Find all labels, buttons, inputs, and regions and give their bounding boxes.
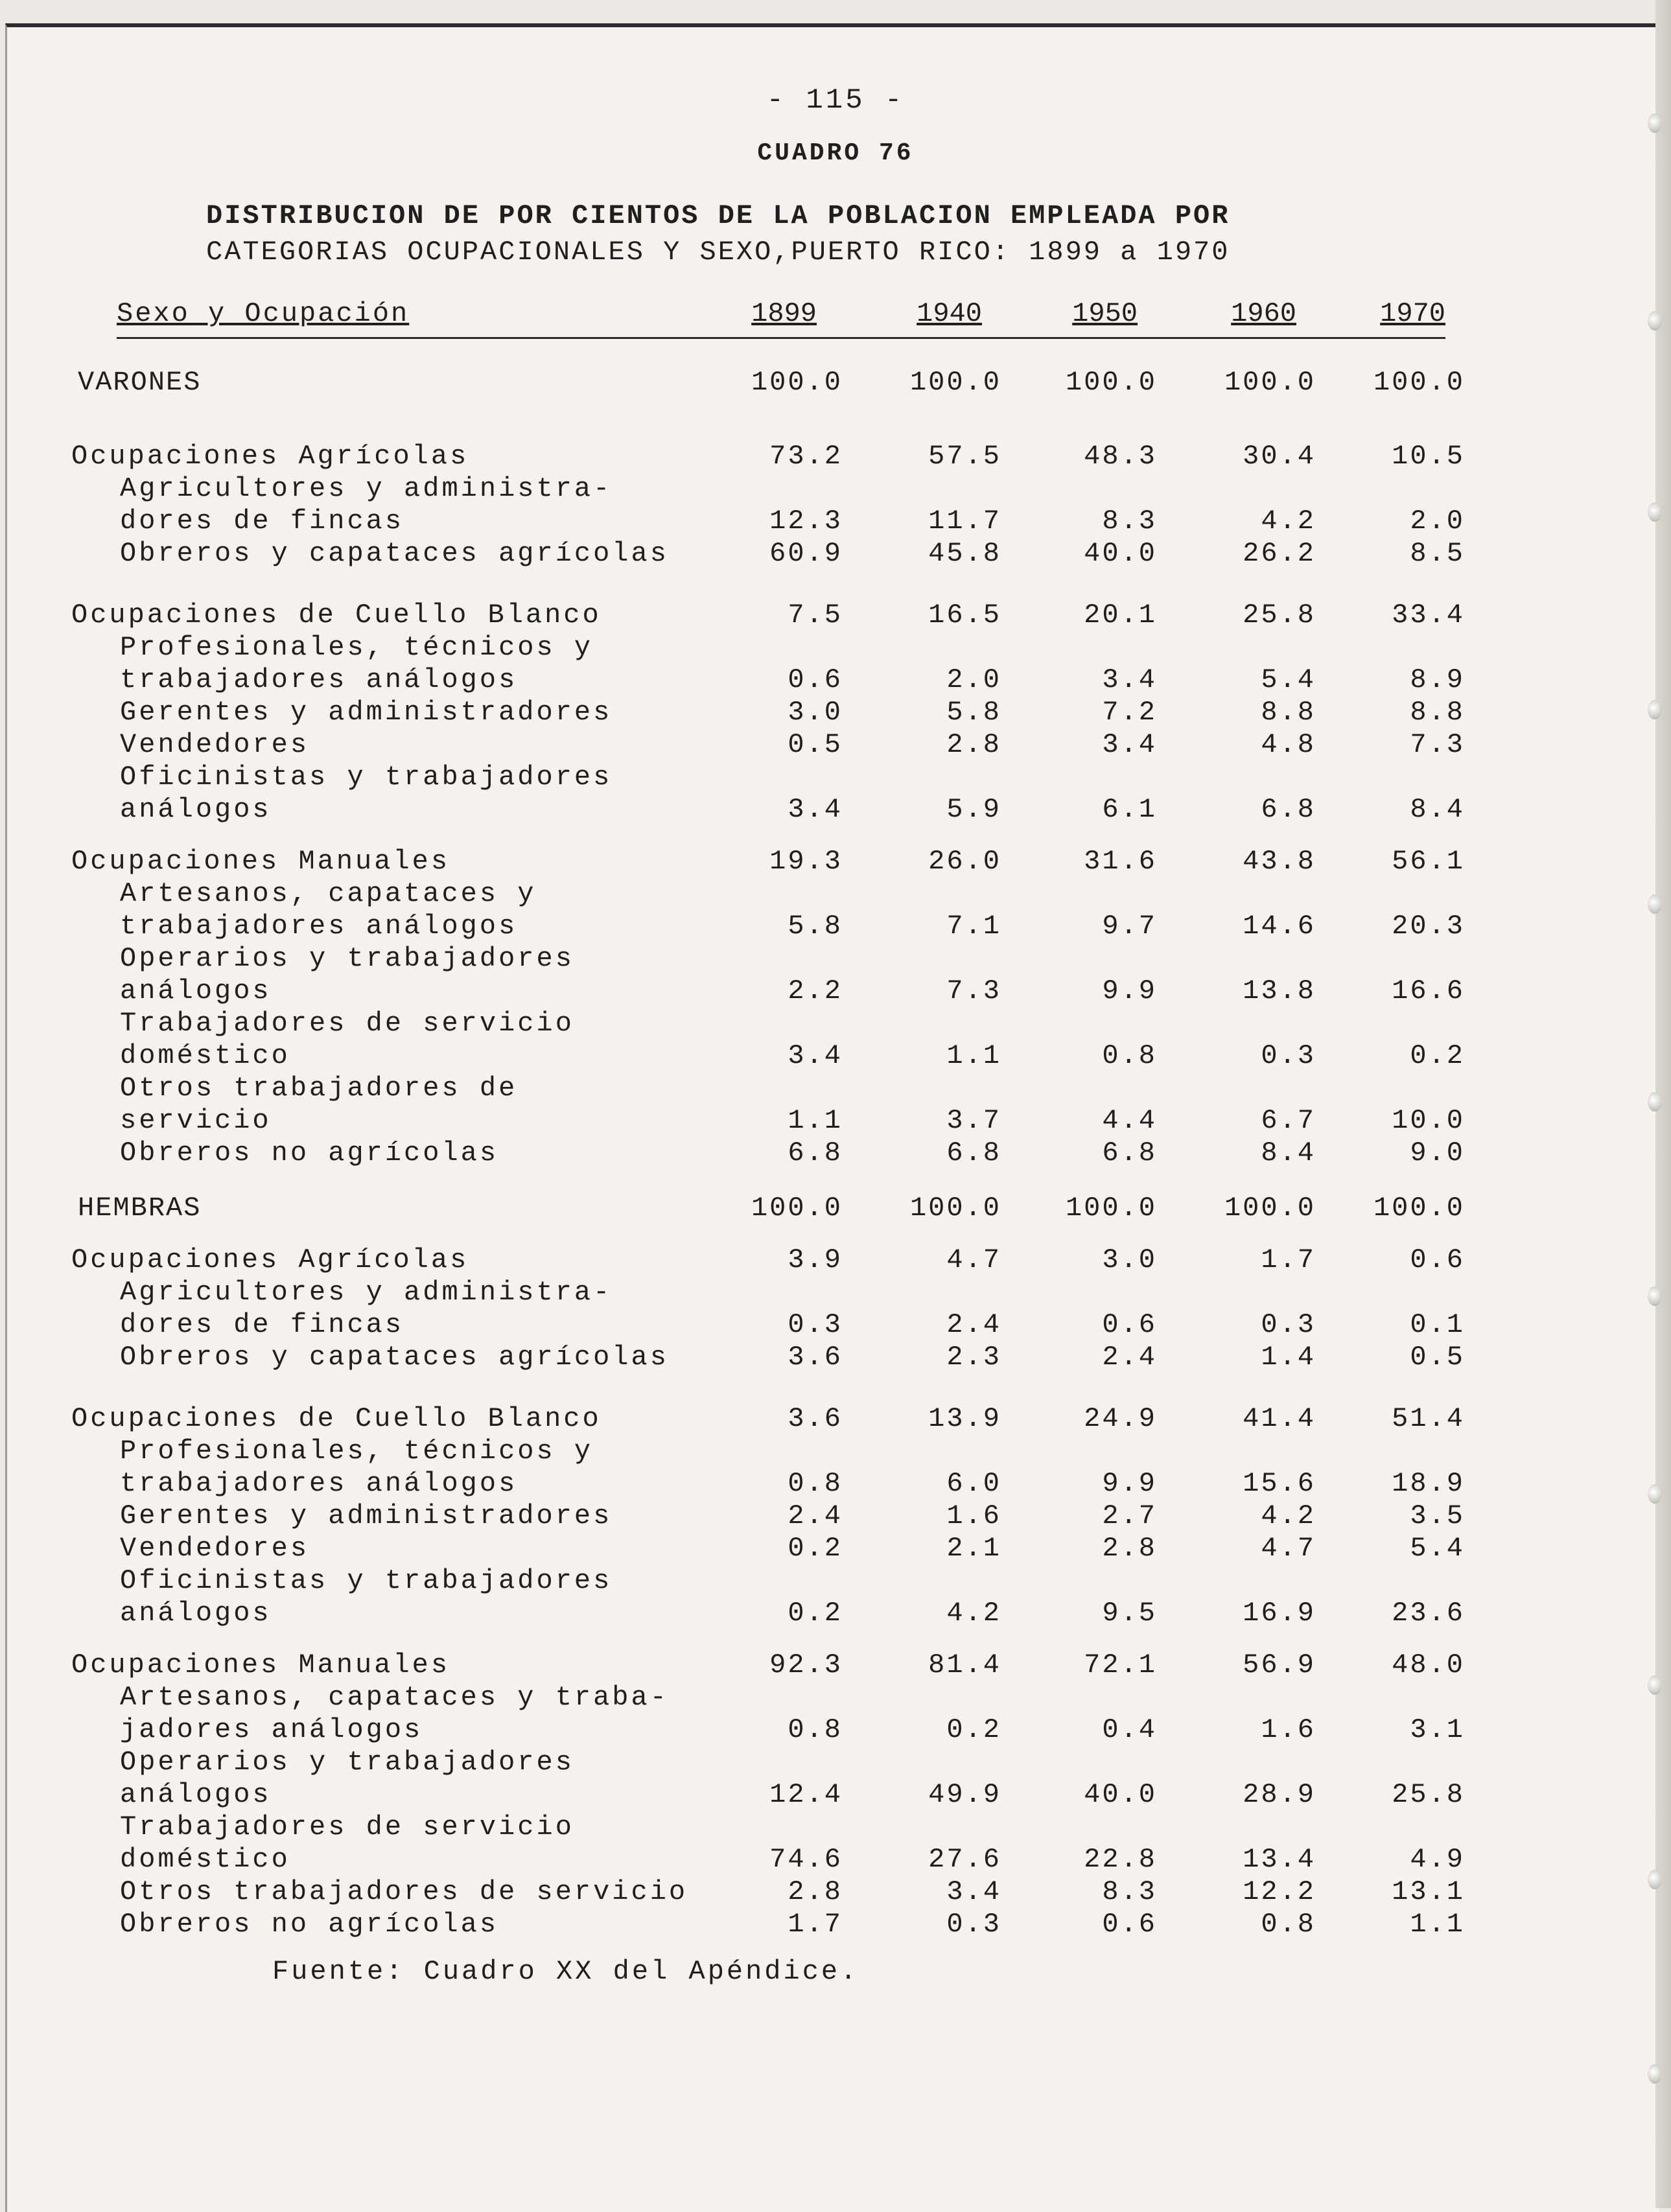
table-row	[0, 1436, 1671, 1468]
table-row	[0, 1403, 1671, 1436]
cell-value: 6.8	[946, 1137, 1001, 1169]
column-header-1899: 1899	[751, 298, 817, 329]
cell-value: 0.8	[788, 1468, 843, 1499]
cell-value: 4.4	[1102, 1105, 1157, 1136]
cell-value: 2.2	[788, 975, 843, 1007]
row-label: Ocupaciones Agrícolas	[71, 1244, 469, 1275]
cell-value: 9.7	[1102, 911, 1157, 942]
cell-value: 22.8	[1084, 1844, 1157, 1875]
binder-hole	[1648, 311, 1662, 331]
column-header-1970: 1970	[1380, 298, 1445, 329]
cell-value: 31.6	[1084, 846, 1157, 877]
title-line-2: CATEGORIAS OCUPACIONALES Y SEXO,PUERTO RICO: 1899 a 1970	[206, 237, 1230, 268]
cell-value: 28.9	[1243, 1779, 1316, 1810]
cell-value: 3.6	[788, 1403, 843, 1434]
row-label: Gerentes y administradores	[120, 697, 613, 728]
table-row	[0, 506, 1671, 538]
cell-value: 2.4	[1102, 1342, 1157, 1373]
cell-value: 0.3	[1261, 1309, 1316, 1340]
cell-value: 7.5	[788, 600, 843, 631]
cell-value: 0.8	[1261, 1909, 1316, 1940]
cell-value: 48.3	[1084, 441, 1157, 472]
cell-value: 8.9	[1410, 664, 1465, 695]
row-label: análogos	[120, 794, 272, 825]
cell-value: 16.9	[1243, 1598, 1316, 1629]
cell-value: 43.8	[1243, 846, 1316, 877]
table-row	[0, 878, 1671, 911]
cell-value: 3.0	[788, 697, 843, 728]
cell-value: 9.0	[1410, 1137, 1465, 1169]
cell-value: 2.4	[788, 1500, 843, 1531]
cell-value: 4.2	[946, 1598, 1001, 1629]
column-header-1960: 1960	[1231, 298, 1296, 329]
page-number: - 115 -	[766, 84, 905, 117]
cell-value: 8.3	[1102, 506, 1157, 537]
cell-value: 74.6	[769, 1844, 843, 1875]
cell-value: 1.6	[1261, 1714, 1316, 1745]
cell-value: 0.5	[788, 729, 843, 760]
row-label: Artesanos, capataces y traba-	[120, 1682, 669, 1713]
cell-value: 2.7	[1102, 1500, 1157, 1531]
cell-value: 6.1	[1102, 794, 1157, 825]
cell-value: 25.8	[1243, 600, 1316, 631]
cell-value: 100.0	[1065, 1193, 1157, 1224]
cell-value: 1.1	[788, 1105, 843, 1136]
table-row	[0, 1844, 1671, 1876]
table-row	[0, 1468, 1671, 1500]
row-label: Vendedores	[120, 1533, 310, 1564]
row-label: dores de fincas	[120, 1309, 404, 1340]
cell-value: 0.5	[1410, 1342, 1465, 1373]
row-label: Agricultores y administra-	[120, 1277, 613, 1308]
cell-value: 3.1	[1410, 1714, 1465, 1745]
cell-value: 8.4	[1410, 794, 1465, 825]
cell-value: 24.9	[1084, 1403, 1157, 1434]
table-row	[0, 1649, 1671, 1682]
cell-value: 7.2	[1102, 697, 1157, 728]
cell-value: 41.4	[1243, 1403, 1316, 1434]
cell-value: 57.5	[928, 441, 1001, 472]
cell-value: 56.1	[1392, 846, 1465, 877]
row-label: Operarios y trabajadores	[120, 943, 574, 974]
cell-value: 13.4	[1243, 1844, 1316, 1875]
cell-value: 4.2	[1261, 1500, 1316, 1531]
table-row	[0, 1105, 1671, 1137]
cell-value: 4.2	[1261, 506, 1316, 537]
cell-value: 5.4	[1410, 1533, 1465, 1564]
table-row	[0, 1876, 1671, 1909]
cell-value: 1.4	[1261, 1342, 1316, 1373]
row-label: jadores análogos	[120, 1714, 423, 1745]
cell-value: 8.3	[1102, 1876, 1157, 1907]
cell-value: 100.0	[1224, 1193, 1316, 1224]
row-label: Obreros no agrícolas	[120, 1137, 499, 1169]
table-row	[0, 1598, 1671, 1630]
table-row	[0, 1565, 1671, 1598]
cell-value: 2.4	[946, 1309, 1001, 1340]
cell-value: 26.2	[1243, 538, 1316, 569]
cell-value: 20.3	[1392, 911, 1465, 942]
table-row	[0, 911, 1671, 943]
cell-value: 3.5	[1410, 1500, 1465, 1531]
cell-value: 12.4	[769, 1779, 843, 1810]
cell-value: 45.8	[928, 538, 1001, 569]
cell-value: 14.6	[1243, 911, 1316, 942]
cell-value: 23.6	[1392, 1598, 1465, 1629]
row-label: Artesanos, capataces y	[120, 878, 537, 909]
column-header-label: Sexo y Ocupación	[117, 298, 410, 329]
table-row	[0, 762, 1671, 794]
cell-value: 100.0	[1224, 367, 1316, 398]
cell-value: 48.0	[1392, 1649, 1465, 1681]
header-rule	[117, 337, 1445, 339]
cell-value: 3.6	[788, 1342, 843, 1373]
cell-value: 25.8	[1392, 1779, 1465, 1810]
column-header-1940: 1940	[917, 298, 982, 329]
cell-value: 6.0	[946, 1468, 1001, 1499]
cell-value: 2.1	[946, 1533, 1001, 1564]
column-header-1950: 1950	[1072, 298, 1138, 329]
cell-value: 2.0	[1410, 506, 1465, 537]
row-label: análogos	[120, 1598, 272, 1629]
cell-value: 5.4	[1261, 664, 1316, 695]
cell-value: 0.6	[1102, 1909, 1157, 1940]
cell-value: 56.9	[1243, 1649, 1316, 1681]
cell-value: 13.8	[1243, 975, 1316, 1007]
cell-value: 100.0	[1373, 1193, 1465, 1224]
table-row	[0, 1309, 1671, 1342]
cell-value: 5.8	[946, 697, 1001, 728]
cell-value: 7.1	[946, 911, 1001, 942]
table-row	[0, 1342, 1671, 1374]
binder-hole	[1648, 2064, 1662, 2084]
table-row	[0, 664, 1671, 697]
table-row	[0, 1909, 1671, 1941]
cell-value: 9.9	[1102, 975, 1157, 1007]
table-row	[0, 1714, 1671, 1747]
row-label: Trabajadores de servicio	[120, 1008, 574, 1039]
cell-value: 4.7	[946, 1244, 1001, 1275]
row-label: Vendedores	[120, 729, 310, 760]
cell-value: 0.2	[946, 1714, 1001, 1745]
table-row	[0, 441, 1671, 473]
row-label: Otros trabajadores de	[120, 1073, 518, 1104]
cell-value: 2.3	[946, 1342, 1001, 1373]
row-label: trabajadores análogos	[120, 664, 518, 695]
cell-value: 3.4	[1102, 664, 1157, 695]
cell-value: 4.9	[1410, 1844, 1465, 1875]
table-row	[0, 1244, 1671, 1277]
row-label: Oficinistas y trabajadores	[120, 1565, 613, 1596]
table-row	[0, 794, 1671, 826]
cell-value: 5.8	[788, 911, 843, 942]
cell-value: 16.6	[1392, 975, 1465, 1007]
table-row	[0, 1277, 1671, 1309]
cell-value: 8.8	[1410, 697, 1465, 728]
cell-value: 10.0	[1392, 1105, 1465, 1136]
cell-value: 100.0	[909, 367, 1001, 398]
cell-value: 72.1	[1084, 1649, 1157, 1681]
table-row	[0, 1747, 1671, 1779]
cell-value: 51.4	[1392, 1403, 1465, 1434]
row-label: Ocupaciones Manuales	[71, 1649, 450, 1681]
cell-value: 60.9	[769, 538, 843, 569]
row-label: HEMBRAS	[78, 1193, 202, 1224]
cell-value: 73.2	[769, 441, 843, 472]
cell-value: 3.4	[788, 1040, 843, 1071]
cell-value: 1.7	[788, 1909, 843, 1940]
cell-value: 100.0	[1065, 367, 1157, 398]
table-row	[0, 1073, 1671, 1105]
row-label: Profesionales, técnicos y	[120, 1436, 594, 1467]
cell-value: 0.2	[788, 1533, 843, 1564]
cell-value: 7.3	[946, 975, 1001, 1007]
source-note: Fuente: Cuadro XX del Apéndice.	[272, 1956, 859, 1987]
row-label: Ocupaciones de Cuello Blanco	[71, 600, 602, 631]
cell-value: 6.8	[1102, 1137, 1157, 1169]
cell-value: 0.6	[788, 664, 843, 695]
cell-value: 3.4	[946, 1876, 1001, 1907]
cell-value: 13.1	[1392, 1876, 1465, 1907]
cell-value: 8.5	[1410, 538, 1465, 569]
row-label: doméstico	[120, 1844, 290, 1875]
cell-value: 0.3	[1261, 1040, 1316, 1071]
cell-value: 49.9	[928, 1779, 1001, 1810]
title-line-1: DISTRIBUCION DE POR CIENTOS DE LA POBLACION EMPLEADA POR	[206, 200, 1230, 231]
cell-value: 0.3	[788, 1309, 843, 1340]
cell-value: 20.1	[1084, 600, 1157, 631]
cell-value: 1.7	[1261, 1244, 1316, 1275]
table-row	[0, 538, 1671, 570]
cell-value: 100.0	[909, 1193, 1001, 1224]
cell-value: 2.0	[946, 664, 1001, 695]
row-label: análogos	[120, 1779, 272, 1810]
cell-value: 0.8	[788, 1714, 843, 1745]
cell-value: 6.8	[788, 1137, 843, 1169]
cell-value: 0.3	[946, 1909, 1001, 1940]
row-label: Obreros no agrícolas	[120, 1909, 499, 1940]
cell-value: 6.7	[1261, 1105, 1316, 1136]
cell-value: 26.0	[928, 846, 1001, 877]
row-label: Obreros y capataces agrícolas	[120, 1342, 669, 1373]
cell-value: 2.8	[946, 729, 1001, 760]
cell-value: 3.4	[788, 794, 843, 825]
cell-value: 1.1	[1410, 1909, 1465, 1940]
cell-value: 40.0	[1084, 1779, 1157, 1810]
cell-value: 40.0	[1084, 538, 1157, 569]
cell-value: 19.3	[769, 846, 843, 877]
table-row	[0, 1008, 1671, 1040]
cell-value: 8.4	[1261, 1137, 1316, 1169]
cell-value: 4.8	[1261, 729, 1316, 760]
section-row	[0, 1193, 1671, 1225]
cell-value: 33.4	[1392, 600, 1465, 631]
row-label: Ocupaciones de Cuello Blanco	[71, 1403, 602, 1434]
cell-value: 2.8	[1102, 1533, 1157, 1564]
row-label: Obreros y capataces agrícolas	[120, 538, 669, 569]
cell-value: 100.0	[751, 367, 843, 398]
cell-value: 30.4	[1243, 441, 1316, 472]
cell-value: 12.2	[1243, 1876, 1316, 1907]
table-row	[0, 1682, 1671, 1714]
table-row	[0, 1811, 1671, 1844]
row-label: Agricultores y administra-	[120, 473, 613, 504]
cell-value: 3.4	[1102, 729, 1157, 760]
table-row	[0, 1533, 1671, 1565]
row-label: trabajadores análogos	[120, 911, 518, 942]
cell-value: 92.3	[769, 1649, 843, 1681]
row-label: Ocupaciones Manuales	[71, 846, 450, 877]
table-row	[0, 632, 1671, 664]
cell-value: 4.7	[1261, 1533, 1316, 1564]
cell-value: 100.0	[1373, 367, 1465, 398]
cell-value: 6.8	[1261, 794, 1316, 825]
table-row	[0, 600, 1671, 632]
cell-value: 2.8	[788, 1876, 843, 1907]
table-row	[0, 846, 1671, 878]
cell-value: 81.4	[928, 1649, 1001, 1681]
table-row	[0, 473, 1671, 506]
table-row	[0, 1040, 1671, 1073]
section-row	[0, 367, 1671, 399]
cell-value: 3.9	[788, 1244, 843, 1275]
cell-value: 10.5	[1392, 441, 1465, 472]
row-label: servicio	[120, 1105, 272, 1136]
cell-value: 15.6	[1243, 1468, 1316, 1499]
row-label: Trabajadores de servicio	[120, 1811, 574, 1843]
row-label: VARONES	[78, 367, 202, 398]
table-title	[206, 198, 1373, 270]
cell-value: 1.6	[946, 1500, 1001, 1531]
cell-value: 3.7	[946, 1105, 1001, 1136]
cell-value: 12.3	[769, 506, 843, 537]
cell-value: 1.1	[946, 1040, 1001, 1071]
row-label: Ocupaciones Agrícolas	[71, 441, 469, 472]
cell-value: 9.5	[1102, 1598, 1157, 1629]
cell-value: 0.6	[1410, 1244, 1465, 1275]
cell-value: 0.2	[1410, 1040, 1465, 1071]
cell-value: 9.9	[1102, 1468, 1157, 1499]
cell-value: 11.7	[928, 506, 1001, 537]
row-label: Profesionales, técnicos y	[120, 632, 594, 663]
row-label: Oficinistas y trabajadores	[120, 762, 613, 793]
cell-value: 7.3	[1410, 729, 1465, 760]
cell-value: 13.9	[928, 1403, 1001, 1434]
row-label: trabajadores análogos	[120, 1468, 518, 1499]
cell-value: 3.0	[1102, 1244, 1157, 1275]
row-label: Otros trabajadores de servicio	[120, 1876, 688, 1907]
table-row	[0, 697, 1671, 729]
table-row	[0, 1500, 1671, 1533]
cell-value: 100.0	[751, 1193, 843, 1224]
cell-value: 18.9	[1392, 1468, 1465, 1499]
cell-value: 8.8	[1261, 697, 1316, 728]
cell-value: 0.1	[1410, 1309, 1465, 1340]
cell-value: 0.4	[1102, 1714, 1157, 1745]
row-label: doméstico	[120, 1040, 290, 1071]
cell-value: 0.8	[1102, 1040, 1157, 1071]
row-label: Gerentes y administradores	[120, 1500, 613, 1531]
cell-value: 27.6	[928, 1844, 1001, 1875]
cell-value: 0.2	[788, 1598, 843, 1629]
table-number: CUADRO 76	[757, 139, 914, 167]
table-row	[0, 1137, 1671, 1170]
row-label: dores de fincas	[120, 506, 404, 537]
table-row	[0, 1779, 1671, 1811]
table-row	[0, 975, 1671, 1008]
table-row	[0, 729, 1671, 762]
cell-value: 16.5	[928, 600, 1001, 631]
row-label: análogos	[120, 975, 272, 1007]
row-label: Operarios y trabajadores	[120, 1747, 574, 1778]
table-row	[0, 943, 1671, 975]
cell-value: 0.6	[1102, 1309, 1157, 1340]
cell-value: 5.9	[946, 794, 1001, 825]
